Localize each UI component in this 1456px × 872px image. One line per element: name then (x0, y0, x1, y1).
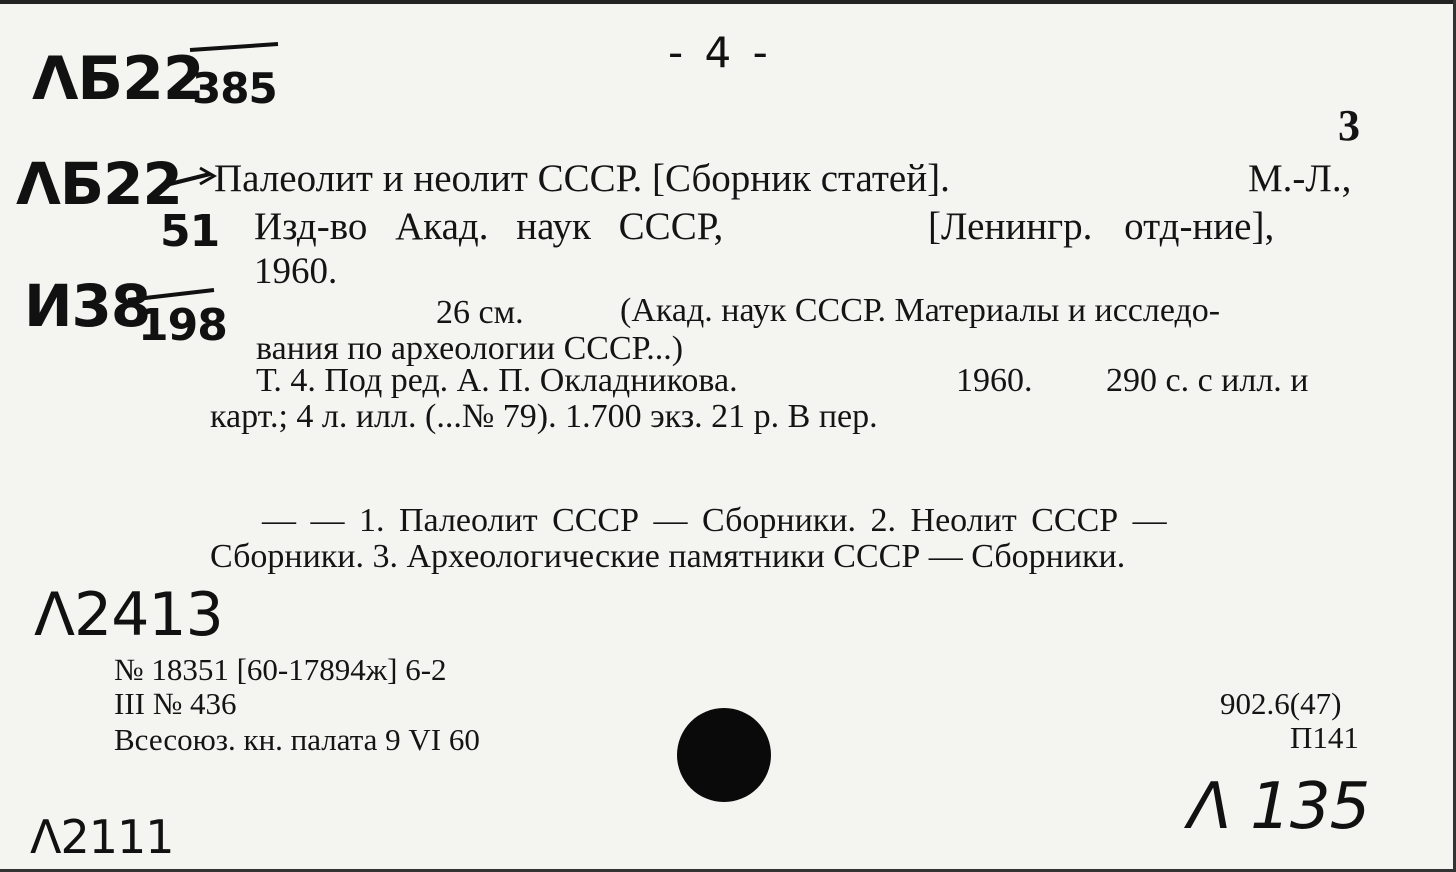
entry-series: (Акад. наук СССР. Материалы и исследо- (620, 292, 1221, 329)
card-punch-hole (677, 708, 771, 802)
shelfmark-secondary: И38 (24, 272, 151, 340)
shelfmark-secondary-denominator: 198 (138, 300, 227, 351)
subject-headings-line1: — — 1. Палеолит СССР — Сборники. 2. Неолит СССР — (262, 502, 1167, 539)
shelfmark-top-left-denominator: 385 (192, 64, 277, 113)
shelfmark-top-left: ΛБ22 (32, 44, 204, 114)
entry-title: Палеолит и неолит СССР. [Сборник статей]. (214, 157, 950, 200)
entry-branch: [Ленингр. отд-ние], (928, 205, 1275, 248)
classification-index: 902.6(47) (1220, 686, 1342, 721)
entry-volume-year: 1960. (956, 362, 1033, 399)
record-number: № 18351 [60-17894ж] 6-2 (114, 652, 447, 687)
author-mark: П141 (1290, 720, 1359, 755)
entry-pages: 290 с. с илл. и (1106, 362, 1309, 399)
series-number: III № 436 (114, 686, 237, 721)
subject-headings-line2: Сборники. 3. Археологические памятники СССР — Сборники. (210, 538, 1126, 575)
entry-size: 26 см. (436, 294, 524, 331)
shelfmark-mid-left: Λ2413 (34, 580, 223, 650)
shelfmark-main-denominator: 51 (160, 206, 220, 257)
card-number: 3 (1338, 101, 1360, 150)
entry-publisher: Изд-во Акад. наук СССР, (254, 205, 724, 248)
entry-year: 1960. (254, 251, 338, 292)
entry-series-cont: вания по археологии СССР...) (256, 330, 684, 367)
entry-volume: Т. 4. Под ред. А. П. Окладникова. (256, 362, 738, 399)
book-chamber: Всесоюз. кн. палата 9 VI 60 (114, 722, 480, 757)
shelfmark-bottom-right: Λ 135 (1188, 770, 1370, 844)
entry-details: карт.; 4 л. илл. (...№ 79). 1.700 экз. 21 р. В пер. (210, 398, 878, 435)
shelfmark-main: ΛБ22 (16, 150, 182, 218)
shelfmark-bottom-left: Λ2111 (30, 810, 174, 864)
page-number: - 4 - (668, 28, 772, 77)
entry-place: М.-Л., (1248, 157, 1352, 200)
